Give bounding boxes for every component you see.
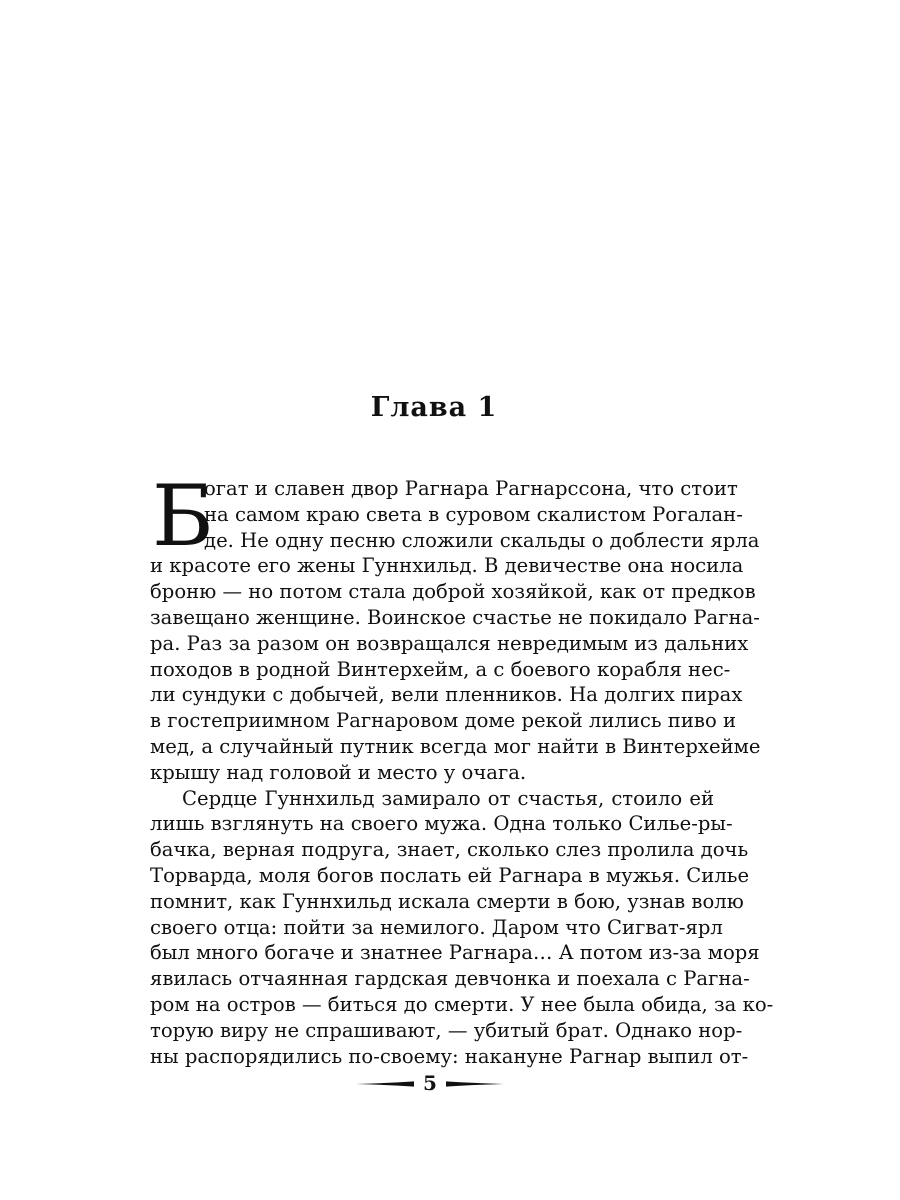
text-line: ли сундуки с добычей, вели пленников. На долгих пирах <box>150 683 743 707</box>
chapter-title: Глава 1 <box>370 392 498 423</box>
body-text <box>150 467 774 1069</box>
text-line: де. Не одну песню сложили скальды о доблести ярла <box>204 528 760 552</box>
drop-cap: Б <box>152 467 214 565</box>
text-line: ны распорядились по-своему: накануне Рагнар выпил от- <box>150 1044 749 1068</box>
text-line: походов в родной Винтерхейм, а с боевого корабля нес- <box>150 657 731 681</box>
text-line: своего отца: пойти за немилого. Даром что Сигват-ярл <box>150 915 723 939</box>
page-footer <box>356 1068 504 1098</box>
page-number: 5 <box>423 1071 437 1095</box>
text-line: торую виру не спрашивают, — убитый брат. Однако нор- <box>150 1018 743 1042</box>
text-line: завещано женщине. Воинское счастье не покидало Рагна- <box>150 605 760 629</box>
text-line: и красоте его жены Гуннхильд. В девичестве она носила <box>150 554 744 578</box>
text-line: ром на остров — биться до смерти. У нее была обида, за ко- <box>150 992 774 1016</box>
text-line: явилась отчаянная гардская девчонка и поехала с Рагна- <box>150 967 750 991</box>
text-line: бачка, верная подруга, знает, сколько слез пролила дочь <box>150 838 749 862</box>
text-line: ра. Раз за разом он возвращался невредимым из дальних <box>150 631 749 655</box>
right-ornament-icon <box>446 1081 504 1087</box>
text-line: на самом краю света в суровом скалистом Рогалан- <box>204 502 743 526</box>
text-line: крышу над головой и место у очага. <box>150 760 527 784</box>
text-line: Торварда, моля богов послать ей Рагнара в мужья. Силье <box>150 863 750 887</box>
text-line: броню — но потом стала доброй хозяйкой, как от предков <box>150 580 756 604</box>
text-line: Сердце Гуннхильд замирало от счастья, стоило ей <box>182 786 714 810</box>
text-line: лишь взглянуть на своего мужа. Одна только Силье-ры- <box>150 812 733 836</box>
text-line: мед, а случайный путник всегда мог найти в Винтерхейме <box>150 734 761 758</box>
text-line: огат и славен двор Рагнара Рагнарссона, что стоит <box>204 477 738 500</box>
text-line: в гостеприимном Рагнаровом доме рекой лились пиво и <box>150 709 737 733</box>
text-line: помнит, как Гуннхильд искала смерти в бою, узнав волю <box>150 889 744 913</box>
text-line: был много богаче и знатнее Рагнара… А потом из-за моря <box>150 941 760 965</box>
